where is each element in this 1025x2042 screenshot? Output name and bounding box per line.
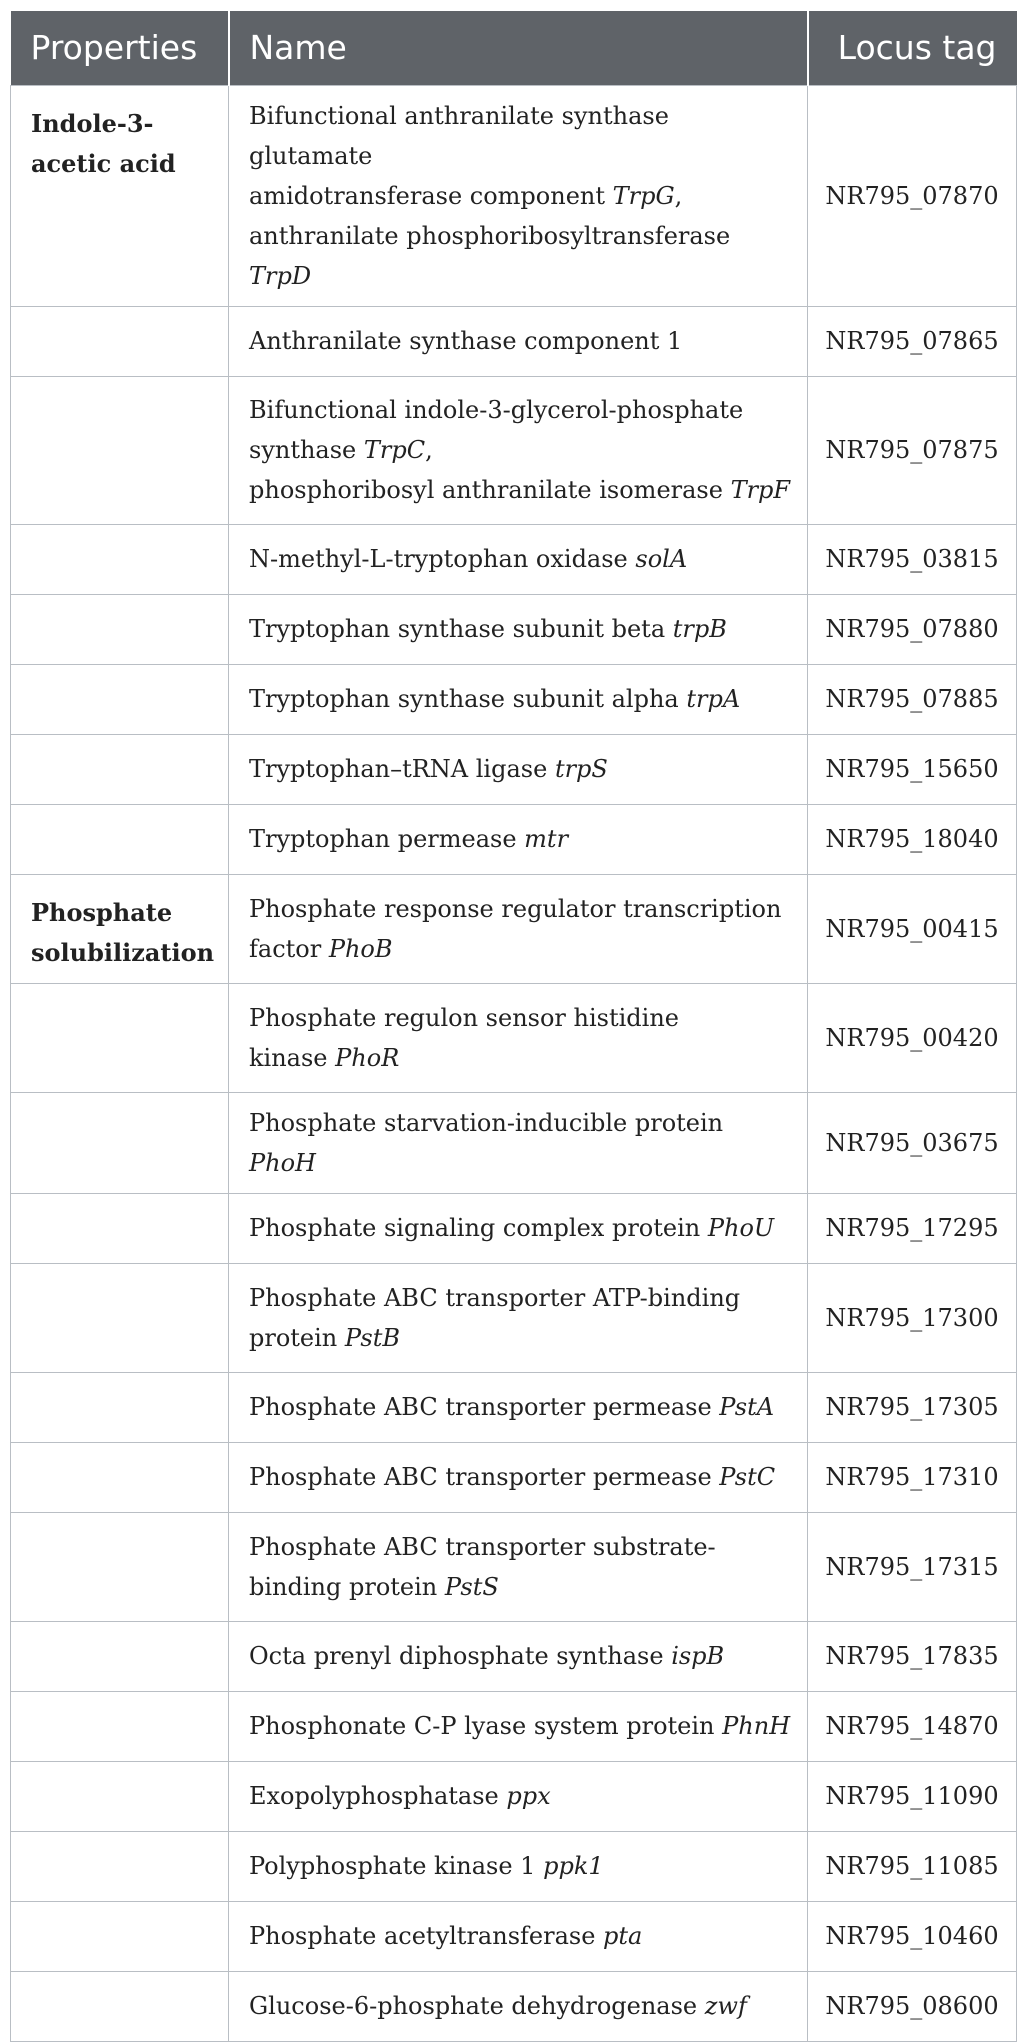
table-row	[11, 594, 1017, 664]
property-cell	[11, 1901, 229, 1971]
table-row	[11, 1372, 1017, 1442]
table-row	[11, 734, 1017, 804]
gene-name-text: Phosphate ABC transporter permease	[249, 1463, 720, 1491]
gene-name-text: Phosphate response regulator transcription	[249, 894, 782, 923]
gene-name-text: Octa prenyl diphosphate synthase	[249, 1642, 672, 1670]
table-row	[11, 376, 1017, 524]
gene-name-cell	[229, 1901, 808, 1971]
table-row	[11, 1263, 1017, 1372]
gene-symbol: PhoB	[328, 934, 393, 963]
gene-name-cell	[229, 1621, 808, 1691]
table-header	[11, 11, 1017, 85]
locus-tag-cell: NR795_11085	[808, 1831, 1017, 1901]
gene-symbol: pta	[603, 1922, 643, 1950]
gene-name-cell	[229, 376, 808, 524]
property-cell	[11, 1372, 229, 1442]
gene-symbol: trpS	[554, 755, 608, 783]
gene-name-text: Tryptophan permease	[249, 825, 525, 853]
gene-name-cell	[229, 1512, 808, 1621]
gene-name-cell	[229, 874, 808, 983]
locus-tag-cell: NR795_07870	[808, 85, 1017, 306]
property-cell	[11, 804, 229, 874]
gene-name-text: anthranilate phosphoribosyltransferase	[249, 221, 731, 250]
gene-symbol: TrpD	[249, 261, 312, 290]
table-row	[11, 1512, 1017, 1621]
table-row	[11, 85, 1017, 306]
gene-name-cell	[229, 1831, 808, 1901]
gene-symbol: PstS	[444, 1572, 499, 1601]
table-row	[11, 664, 1017, 734]
gene-name-cell	[229, 1442, 808, 1512]
table-row	[11, 524, 1017, 594]
table-row	[11, 306, 1017, 376]
property-cell	[11, 594, 229, 664]
gene-name-cell	[229, 804, 808, 874]
gene-symbol: mtr	[524, 825, 569, 853]
gene-symbol: ppk1	[543, 1852, 604, 1880]
gene-name-text: Phosphate regulon sensor histidine	[249, 1003, 679, 1032]
locus-tag-cell: NR795_17305	[808, 1372, 1017, 1442]
gene-name-text: N-methyl-L-tryptophan oxidase	[249, 545, 636, 573]
locus-tag-cell: NR795_17315	[808, 1512, 1017, 1621]
gene-name-cell	[229, 983, 808, 1092]
gene-name-text: amidotransferase component	[249, 181, 613, 210]
gene-name-text: Tryptophan synthase subunit beta	[249, 615, 673, 643]
gene-name-text: Phosphate ABC transporter permease	[249, 1393, 720, 1421]
locus-tag-cell: NR795_17310	[808, 1442, 1017, 1512]
gene-symbol: PstA	[719, 1393, 775, 1421]
locus-tag-cell: NR795_07865	[808, 306, 1017, 376]
property-cell	[11, 1092, 229, 1193]
gene-name-cell	[229, 1691, 808, 1761]
locus-tag-cell: NR795_07875	[808, 376, 1017, 524]
gene-name-text: Anthranilate synthase component 1	[249, 327, 683, 355]
property-cell	[11, 1621, 229, 1691]
property-cell	[11, 306, 229, 376]
gene-name-cell	[229, 524, 808, 594]
gene-symbol: PhnH	[722, 1712, 791, 1740]
gene-symbol: trpA	[686, 685, 741, 713]
header-locus-tag: Locus tag	[808, 11, 1017, 85]
gene-name-text: protein	[249, 1323, 345, 1352]
gene-name-suffix: ,	[425, 436, 433, 464]
locus-tag-cell: NR795_10460	[808, 1901, 1017, 1971]
gene-name-text: Phosphate acetyltransferase	[249, 1922, 604, 1950]
property-cell	[11, 1761, 229, 1831]
gene-symbol: PstB	[344, 1323, 401, 1352]
gene-symbol: ppx	[506, 1782, 551, 1810]
locus-tag-cell: NR795_17295	[808, 1193, 1017, 1263]
locus-tag-cell: NR795_00415	[808, 874, 1017, 983]
gene-name-text: Phosphate starvation-inducible protein	[249, 1108, 724, 1137]
gene-name-cell	[229, 1761, 808, 1831]
gene-name-cell	[229, 1193, 808, 1263]
locus-tag-cell: NR795_18040	[808, 804, 1017, 874]
gene-name-text: Tryptophan–tRNA ligase	[249, 755, 555, 783]
locus-tag-cell: NR795_15650	[808, 734, 1017, 804]
gene-name-text: Exopolyphosphatase	[249, 1782, 507, 1810]
header-properties: Properties	[11, 11, 229, 85]
locus-tag-cell: NR795_08600	[808, 1971, 1017, 2041]
gene-name-text: binding protein	[249, 1572, 445, 1601]
gene-symbol: TrpC	[363, 436, 426, 464]
gene-name-cell	[229, 1971, 808, 2041]
locus-tag-cell: NR795_11090	[808, 1761, 1017, 1831]
property-cell	[11, 524, 229, 594]
locus-tag-cell: NR795_07880	[808, 594, 1017, 664]
property-cell	[11, 1263, 229, 1372]
gene-name-text: Phosphonate C-P lyase system protein	[249, 1712, 723, 1740]
gene-name-cell	[229, 1372, 808, 1442]
gene-name-text: synthase	[249, 436, 364, 464]
property-cell	[11, 1831, 229, 1901]
gene-name-text: kinase	[249, 1043, 336, 1072]
gene-name-text: Bifunctional anthranilate synthase glutamate	[249, 101, 669, 170]
property-cell	[11, 1442, 229, 1512]
gene-symbol: zwf	[704, 1992, 747, 2020]
table-row	[11, 1831, 1017, 1901]
property-cell	[11, 376, 229, 524]
locus-tag-cell: NR795_17835	[808, 1621, 1017, 1691]
property-cell	[11, 1971, 229, 2041]
gene-name-text: Phosphate signaling complex protein	[249, 1214, 708, 1242]
property-cell	[11, 734, 229, 804]
table-row	[11, 1971, 1017, 2041]
property-cell: Phosphate solubilization	[11, 874, 229, 983]
gene-name-cell	[229, 594, 808, 664]
gene-symbol: PhoR	[335, 1043, 400, 1072]
table-row	[11, 1621, 1017, 1691]
gene-name-cell	[229, 85, 808, 306]
gene-symbol: TrpG	[612, 181, 675, 210]
property-cell	[11, 1691, 229, 1761]
table-row	[11, 874, 1017, 983]
gene-name-cell	[229, 1263, 808, 1372]
property-cell	[11, 983, 229, 1092]
locus-tag-cell: NR795_00420	[808, 983, 1017, 1092]
table-row	[11, 983, 1017, 1092]
table-row	[11, 1691, 1017, 1761]
gene-symbol: trpB	[672, 615, 727, 643]
table-row	[11, 1901, 1017, 1971]
gene-symbol: solA	[635, 545, 688, 573]
gene-symbol: PstC	[719, 1463, 776, 1491]
table-row	[11, 1193, 1017, 1263]
gene-name-text: factor	[249, 934, 329, 963]
gene-symbol: PhoU	[707, 1214, 775, 1242]
locus-tag-cell: NR795_14870	[808, 1691, 1017, 1761]
property-cell	[11, 1512, 229, 1621]
gene-name-text: Bifunctional indole-3-glycerol-phosphate	[249, 396, 744, 424]
gene-symbol: ispB	[671, 1642, 725, 1670]
gene-symbol: TrpF	[730, 476, 791, 504]
property-cell	[11, 664, 229, 734]
property-cell: Indole-3-acetic acid	[11, 85, 229, 306]
table-row	[11, 1092, 1017, 1193]
property-cell	[11, 1193, 229, 1263]
gene-name-cell	[229, 306, 808, 376]
gene-name-suffix: ,	[674, 181, 683, 210]
locus-tag-cell: NR795_03675	[808, 1092, 1017, 1193]
table-row	[11, 1442, 1017, 1512]
table-row	[11, 804, 1017, 874]
locus-tag-cell: NR795_07885	[808, 664, 1017, 734]
gene-name-text: Glucose-6-phosphate dehydrogenase	[249, 1992, 705, 2020]
gene-name-cell	[229, 664, 808, 734]
locus-tag-cell: NR795_03815	[808, 524, 1017, 594]
gene-name-text: Phosphate ABC transporter substrate-	[249, 1532, 716, 1561]
gene-name-text: Polyphosphate kinase 1	[249, 1852, 544, 1880]
table-row	[11, 1761, 1017, 1831]
gene-table	[10, 11, 1017, 2042]
gene-name-text: Tryptophan synthase subunit alpha	[249, 685, 687, 713]
gene-name-text: phosphoribosyl anthranilate isomerase	[249, 476, 731, 504]
header-name: Name	[229, 11, 808, 85]
gene-symbol: PhoH	[249, 1148, 316, 1177]
gene-name-cell	[229, 734, 808, 804]
gene-name-text: Phosphate ABC transporter ATP-binding	[249, 1283, 741, 1312]
gene-name-cell	[229, 1092, 808, 1193]
table-body	[11, 85, 1017, 2041]
locus-tag-cell: NR795_17300	[808, 1263, 1017, 1372]
